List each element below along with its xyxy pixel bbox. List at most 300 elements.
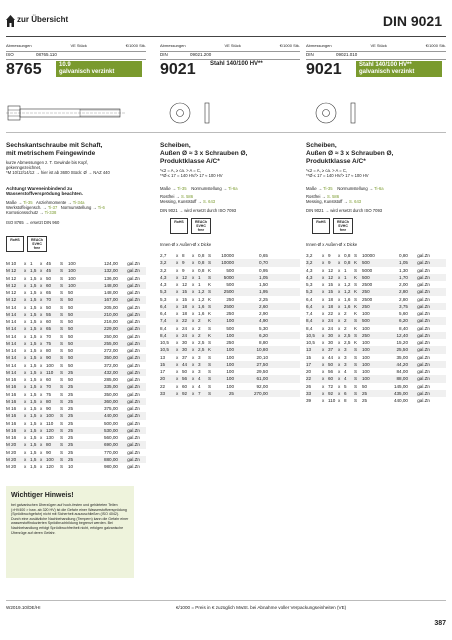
table-cell: 1,05 xyxy=(399,260,408,266)
table-cell: x xyxy=(322,253,325,258)
table-cell: gal.Zn xyxy=(127,384,140,390)
table-cell: 60 xyxy=(46,319,52,324)
table-cell: x xyxy=(176,318,179,324)
table-cell: 1,5 xyxy=(30,282,37,288)
reach-logo: REACh SVHC free xyxy=(27,236,47,252)
article-code: ISO 08765.110 xyxy=(6,52,146,60)
table-cell: M 16 xyxy=(6,420,17,426)
table-cell: 4 xyxy=(344,376,347,382)
back-to-overview-link[interactable]: zur Übersicht xyxy=(17,15,69,24)
link[interactable]: S. 643 xyxy=(203,199,216,205)
table-cell: 500 xyxy=(362,274,370,280)
table-cell: x xyxy=(192,303,195,309)
table-cell: M 20 xyxy=(6,449,17,455)
table-cell: x xyxy=(24,282,27,288)
table-cell: x xyxy=(338,361,341,367)
table-cell: x xyxy=(40,420,43,426)
table-cell: 45 xyxy=(46,268,52,274)
table-cell: S xyxy=(60,398,64,404)
table-cell: x xyxy=(24,420,27,426)
table-row xyxy=(6,354,146,361)
reference-links: Maße → Ti-35 Normumstellung → Ti-6a Rostfrei → S. 586 Messing, Kunststoff → S. 643 DIN 9021 → wird ersetzt durch ISO 7093 xyxy=(160,186,238,213)
table-cell: 20 xyxy=(306,369,312,374)
table-cell: S xyxy=(354,376,358,382)
table-cell: x xyxy=(322,376,325,382)
table-cell: x xyxy=(24,362,27,368)
table-cell: S xyxy=(354,361,358,367)
table-cell: 100 xyxy=(226,354,234,360)
table-cell: 61,00 xyxy=(256,376,268,382)
table-cell: S xyxy=(354,347,358,353)
table-cell: 5,3 xyxy=(160,289,167,295)
table-cell: 1,05 xyxy=(259,274,268,280)
table-cell: 1,5 xyxy=(30,333,37,339)
table-cell: M 16 xyxy=(6,413,17,419)
table-cell: 100 xyxy=(362,325,370,331)
product-description: kurze Abmessungen z. T. Gewinde bis Kopf, gekenngezeichnet, *M 10/12/14/12 → hier ist ab 3600 Stück: Ø → NAZ 440 xyxy=(6,160,110,176)
table-cell: M 16 xyxy=(6,427,17,433)
table-cell: 1,5 xyxy=(30,290,37,295)
table-cell: x xyxy=(192,390,195,396)
table-cell: M 16 xyxy=(6,435,17,440)
table-cell: 25 xyxy=(362,390,368,396)
table-cell: 22 xyxy=(160,383,166,389)
link[interactable]: Ti-6a xyxy=(374,186,384,191)
table-cell: 100 xyxy=(68,261,76,266)
link[interactable]: Ti-6 xyxy=(97,205,105,211)
table-cell: x xyxy=(24,369,27,375)
table-row xyxy=(306,259,446,266)
table-cell: x xyxy=(40,456,43,462)
table-cell: x xyxy=(192,274,195,280)
table-cell: gal.Zn xyxy=(417,398,430,403)
table-cell: 2,5 xyxy=(344,340,351,345)
table-cell: 10,5 xyxy=(306,332,315,338)
table-cell: 100 xyxy=(362,347,370,353)
table-cell: 25 xyxy=(68,406,74,411)
table-cell: 2,5 xyxy=(198,347,205,353)
table-cell: x xyxy=(176,267,179,273)
table-cell: 100 xyxy=(362,376,370,382)
table-cell: S xyxy=(354,398,358,403)
link[interactable]: Ti-338 xyxy=(44,210,57,216)
table-cell: 3,2 xyxy=(160,260,167,266)
table-cell: 50 xyxy=(46,275,52,281)
table-cell: 1,5 xyxy=(30,340,37,346)
table-cell: 15 xyxy=(328,289,334,295)
table-cell: x xyxy=(24,340,27,346)
table-cell: 500,00 xyxy=(103,420,118,426)
table-cell: 18 xyxy=(328,303,334,309)
table-cell: 33 xyxy=(306,390,312,396)
table-row xyxy=(6,325,146,332)
link[interactable]: S. 586 xyxy=(180,194,194,200)
table-cell: 2500 xyxy=(362,296,373,302)
reference-links: Maße → Ti-35 Normumstellung → Ti-6a Rostfrei → S. 586 Messing, Kunststoff → S. 643 DIN 9021 → wird ersetzt durch ISO 7093 xyxy=(306,186,384,213)
table-cell: x xyxy=(24,377,27,382)
table-cell: x xyxy=(40,464,43,469)
table-cell: x xyxy=(322,318,325,324)
table-cell: 35,00 xyxy=(396,354,408,360)
washer-drawing xyxy=(160,98,300,128)
reach-logo: REACh SVHC free xyxy=(333,218,353,234)
table-cell: x xyxy=(40,282,43,288)
table-cell: gal.Zn xyxy=(417,369,430,374)
table-cell: 4,90 xyxy=(259,318,268,324)
table-cell: 10,5 xyxy=(160,340,169,345)
table-cell: 9 xyxy=(328,260,331,266)
table-cell: S xyxy=(208,383,212,389)
table-cell: 432,00 xyxy=(103,369,118,375)
compliance-logos xyxy=(312,218,353,234)
table-cell: x xyxy=(40,348,43,353)
table-cell: K xyxy=(354,289,358,295)
table-cell: 100 xyxy=(226,383,234,389)
table-row xyxy=(6,347,146,354)
table-cell: 250,00 xyxy=(103,333,118,339)
table-cell: x xyxy=(40,268,43,274)
table-cell: 1,5 xyxy=(30,384,37,390)
table-cell: M 16 xyxy=(6,406,17,411)
table-cell: M 14 xyxy=(6,333,17,339)
link[interactable]: Ti-35 xyxy=(23,200,33,205)
table-cell: M 14 xyxy=(6,348,17,353)
table-cell: 124,00 xyxy=(103,261,118,266)
table-cell: S xyxy=(208,390,212,396)
table-cell: 2,5 xyxy=(198,340,205,345)
table-cell: x xyxy=(338,325,341,331)
table-cell: gal.Zn xyxy=(417,390,430,396)
table-cell: gal.Zn xyxy=(127,355,140,361)
table-cell: x xyxy=(24,297,27,303)
table-cell: 440,00 xyxy=(103,413,118,419)
table-cell: 17 xyxy=(306,361,312,367)
table-cell: x xyxy=(176,296,179,302)
table-cell: 75 xyxy=(46,340,52,346)
table-row xyxy=(6,318,146,325)
table-cell: x xyxy=(192,267,195,273)
table-row xyxy=(6,333,146,340)
table-cell: 1,5 xyxy=(30,391,37,397)
table-cell: 25 xyxy=(362,398,368,403)
table-cell: 4,3 xyxy=(160,274,167,280)
table-cell: x xyxy=(176,260,179,266)
table-cell: 1,6 xyxy=(198,303,205,309)
table-cell: 30 xyxy=(182,347,188,353)
table-cell: 980,00 xyxy=(103,464,118,469)
rohs-logo: RoHS xyxy=(6,236,24,252)
table-cell: 9 xyxy=(182,260,185,266)
table-cell: 0,8 xyxy=(198,260,205,266)
table-cell: 0,80 xyxy=(399,253,408,258)
table-cell: 1 xyxy=(198,274,201,280)
table-cell: 1,5 xyxy=(30,435,37,440)
table-cell: x xyxy=(322,303,325,309)
table-cell: 15 xyxy=(182,296,188,302)
table-cell: 50 xyxy=(68,311,74,317)
table-cell: x xyxy=(338,318,341,324)
table-cell: 70 xyxy=(46,384,52,390)
table-cell: gal.Zn xyxy=(417,347,430,353)
table-cell: gal.Zn xyxy=(417,303,430,309)
table-cell: 2,00 xyxy=(399,282,408,287)
table-cell: 22 xyxy=(328,311,334,316)
link[interactable]: Ti-34a xyxy=(72,200,85,205)
table-row xyxy=(306,383,446,390)
table-cell: 60 xyxy=(182,383,188,389)
table-cell: 1,5 xyxy=(30,442,37,448)
table-cell: gal.Zn xyxy=(417,325,430,331)
table-cell: 148,00 xyxy=(103,290,118,295)
table-cell: gal.Zn xyxy=(127,275,140,281)
product-column-din9021-zinc xyxy=(306,43,446,96)
table-cell: gal.Zn xyxy=(127,442,140,448)
table-cell: 120 xyxy=(46,427,54,433)
table-row xyxy=(6,427,146,434)
table-cell: 2 xyxy=(198,318,201,324)
table-cell: 10000 xyxy=(221,253,234,258)
link[interactable]: Ti-37 xyxy=(47,205,58,211)
table-cell: 1,50 xyxy=(259,282,268,287)
table-cell: 37 xyxy=(328,347,334,353)
table-cell: M 14 xyxy=(6,362,17,368)
table-cell: 75 xyxy=(46,391,52,397)
table-cell: x xyxy=(176,383,179,389)
table-cell: 6,20 xyxy=(259,332,268,338)
table-row xyxy=(6,383,146,390)
table-cell: 50 xyxy=(68,333,74,339)
table-cell: gal.Zn xyxy=(417,260,430,266)
table-cell: x xyxy=(322,361,325,367)
table-cell: M 14 xyxy=(6,369,17,375)
table-cell: 255,00 xyxy=(103,340,118,346)
table-cell: 72 xyxy=(328,383,334,389)
table-cell: 50 xyxy=(68,340,74,346)
table-cell: S xyxy=(208,325,212,331)
standard-number: 8765 xyxy=(6,61,42,78)
column-header: Abmessungen VE Stück €/1000 Stk. xyxy=(6,43,146,52)
table-row xyxy=(306,317,446,324)
table-row xyxy=(306,281,446,288)
table-cell: 2,80 xyxy=(399,296,408,302)
table-cell: 44 xyxy=(182,361,188,367)
footer xyxy=(6,605,446,610)
table-cell: x xyxy=(338,311,341,316)
table-cell: gal.Zn xyxy=(127,326,140,332)
table-cell: M 14 xyxy=(6,355,17,361)
table-cell: 9 xyxy=(182,267,185,273)
table-cell: x xyxy=(24,355,27,361)
table-cell: S xyxy=(60,319,64,324)
table-cell: 8,4 xyxy=(306,318,313,324)
table-cell: 1 xyxy=(344,267,347,273)
table-cell: M 10 xyxy=(6,261,17,266)
table-row xyxy=(160,332,300,339)
table-cell: 500 xyxy=(226,325,234,331)
table-cell: 6 xyxy=(344,390,347,396)
table-cell: 372,00 xyxy=(103,362,118,368)
table-cell: x xyxy=(176,332,179,338)
table-cell: 1,5 xyxy=(30,398,37,404)
table-cell: x xyxy=(192,354,195,360)
table-cell: 60 xyxy=(46,377,52,382)
table-cell: 1,2 xyxy=(344,289,351,295)
table-cell: gal.Zn xyxy=(417,311,430,316)
table-row xyxy=(6,434,146,441)
table-cell: x xyxy=(176,340,179,345)
table-cell: x xyxy=(24,449,27,455)
table-cell: x xyxy=(40,435,43,440)
table-cell: x xyxy=(192,332,195,338)
table-cell: M 20 xyxy=(6,456,17,462)
table-row xyxy=(306,303,446,310)
table-cell: x xyxy=(192,282,195,287)
table-cell: x xyxy=(338,383,341,389)
table-cell: M 12 xyxy=(6,297,17,303)
table-cell: M 16 xyxy=(6,398,17,404)
table-cell: S xyxy=(60,290,64,295)
table-cell: x xyxy=(176,347,179,353)
table-cell: 27,50 xyxy=(256,361,268,367)
table-cell: 70 xyxy=(46,297,52,303)
table-cell: 2,5 xyxy=(344,332,351,338)
table-cell: 55 xyxy=(46,311,52,317)
table-cell: 1,5 xyxy=(30,456,37,462)
table-cell: gal.Zn xyxy=(127,304,140,310)
table-row xyxy=(160,296,300,303)
table-cell: gal.Zn xyxy=(127,282,140,288)
table-cell: x xyxy=(24,319,27,324)
table-cell: x xyxy=(338,303,341,309)
table-cell: gal.Zn xyxy=(417,289,430,295)
table-cell: x xyxy=(322,354,325,360)
table-cell: S xyxy=(60,261,64,266)
table-cell: 18 xyxy=(182,311,188,316)
table-cell: 110 xyxy=(46,369,54,375)
table-cell: 4 xyxy=(198,376,201,382)
home-icon[interactable] xyxy=(6,15,15,27)
link[interactable]: Ti-6a xyxy=(228,186,238,191)
table-cell: S xyxy=(60,333,64,339)
table-cell: 10,5 xyxy=(306,340,315,345)
table-row xyxy=(306,361,446,368)
table-cell: 770,00 xyxy=(103,449,118,455)
table-cell: S xyxy=(354,253,358,258)
table-cell: x xyxy=(176,361,179,367)
table-cell: x xyxy=(40,275,43,281)
table-cell: K xyxy=(208,267,212,273)
table-row xyxy=(160,390,300,397)
reach-logo: REACh SVHC free xyxy=(191,218,211,234)
link[interactable]: S. 643 xyxy=(349,199,362,205)
table-cell: 15,20 xyxy=(396,340,408,345)
table-cell: x xyxy=(40,427,43,433)
table-cell: 110 xyxy=(328,398,336,403)
footer-code: W2019.10/DE/HI xyxy=(6,605,41,610)
table-cell: 350,00 xyxy=(103,355,118,361)
table-cell: 167,00 xyxy=(103,297,118,303)
table-cell: S xyxy=(60,268,64,274)
table-cell: S xyxy=(208,361,212,367)
table-row xyxy=(306,325,446,332)
table-cell: S xyxy=(60,340,64,346)
table-cell: 50 xyxy=(68,304,74,310)
table-row xyxy=(6,405,146,412)
table-cell: gal.Zn xyxy=(417,383,430,389)
table-cell: 100 xyxy=(362,361,370,367)
table-cell: 10,5 xyxy=(160,347,169,353)
table-cell: S xyxy=(60,420,64,426)
table-row xyxy=(306,390,446,397)
table-row xyxy=(160,303,300,310)
link[interactable]: Ti-35 xyxy=(177,186,187,191)
table-row xyxy=(6,456,146,463)
table-cell: M 12 xyxy=(6,290,17,295)
table-cell: 100 xyxy=(46,362,54,368)
table-cell: 1,5 xyxy=(30,406,37,411)
table-cell: x xyxy=(338,347,341,353)
table-cell: 5,30 xyxy=(259,325,268,331)
table-cell: 6,4 xyxy=(306,296,313,302)
table-row xyxy=(160,354,300,361)
table-cell: 5,3 xyxy=(306,282,313,287)
table-cell: S xyxy=(60,304,64,310)
table-cell: 100 xyxy=(226,361,234,367)
table-caption: Innen-Ø x Außen-Ø x Dicke xyxy=(160,242,212,247)
table-cell: 45 xyxy=(46,261,52,266)
table-cell: S xyxy=(60,362,64,368)
link[interactable]: S. 586 xyxy=(326,194,340,200)
table-cell: S xyxy=(60,406,64,411)
material-badge: Stahl 140/100 HV** galvanisch verzinkt xyxy=(356,61,442,77)
table-cell: x xyxy=(40,326,43,332)
table-cell: 132,00 xyxy=(103,268,118,274)
table-cell: S xyxy=(208,340,212,345)
table-cell: S xyxy=(354,318,358,324)
compliance-logos xyxy=(170,218,211,234)
table-cell: 25 xyxy=(228,390,234,396)
washer-drawing-zinc xyxy=(306,98,446,128)
table-cell: x xyxy=(322,390,325,396)
table-row xyxy=(306,296,446,303)
table-cell: 20 xyxy=(160,376,166,382)
table-cell: S xyxy=(208,369,212,374)
table-cell: 6,4 xyxy=(160,303,167,309)
table-cell: x xyxy=(40,261,43,266)
price-table-iso8765 xyxy=(6,260,146,470)
link[interactable]: Ti-35 xyxy=(323,186,333,191)
table-cell: 2500 xyxy=(362,282,373,287)
table-cell: S xyxy=(60,377,64,382)
table-cell: 12,40 xyxy=(396,332,408,338)
table-cell: x xyxy=(176,289,179,295)
table-cell: gal.Zn xyxy=(127,333,140,339)
table-row xyxy=(160,310,300,317)
table-cell: x xyxy=(322,296,325,302)
table-cell: S xyxy=(60,384,64,390)
table-cell: 100 xyxy=(362,369,370,374)
table-cell: 15 xyxy=(328,282,334,287)
table-cell: 1,6 xyxy=(344,296,351,302)
table-row xyxy=(6,420,146,427)
table-cell: 100 xyxy=(46,413,54,419)
table-cell: 60 xyxy=(46,282,52,288)
table-row xyxy=(6,441,146,448)
table-cell: x xyxy=(24,333,27,339)
product-title: Scheiben, Außen Ø ≈ 3 x Schrauben Ø, Produktklasse A/C* xyxy=(306,142,394,165)
table-cell: 880,00 xyxy=(103,456,118,462)
table-cell: 1 xyxy=(344,274,347,280)
